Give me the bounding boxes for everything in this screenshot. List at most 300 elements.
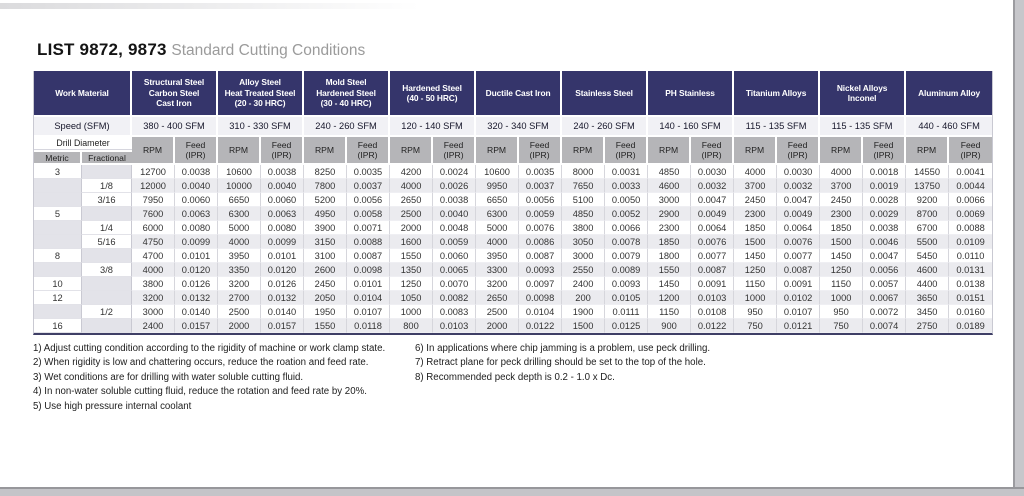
table-row (34, 165, 992, 179)
feed-cell: 0.0126 (261, 277, 304, 291)
rpm-cell: 3950 (218, 249, 261, 263)
feed-cell: 0.0031 (605, 165, 648, 179)
rpm-cell: 3200 (218, 277, 261, 291)
speed-cell: 140 - 160 SFM (648, 115, 734, 135)
speed-cell: 440 - 460 SFM (906, 115, 992, 135)
feed-cell: 0.0083 (433, 305, 476, 319)
feed-cell: 0.0125 (605, 319, 648, 333)
rpm-cell: 2750 (906, 319, 949, 333)
feed-cell: 0.0056 (863, 263, 906, 277)
fractional-cell: 1/2 (82, 305, 132, 319)
rpm-cell: 2000 (218, 319, 261, 333)
metric-cell: 3 (34, 165, 82, 179)
material-header: Titanium Alloys (734, 71, 820, 115)
rpm-cell: 10600 (218, 165, 261, 179)
feed-column-header: Feed (IPR) (863, 135, 906, 165)
feed-cell: 0.0064 (691, 221, 734, 235)
feed-cell: 0.0050 (605, 193, 648, 207)
material-header: Aluminum Alloy (906, 71, 992, 115)
footnote: 6) In applications where chip jamming is a problem, use peck drilling. (415, 343, 711, 354)
scan-artifact-top (0, 3, 420, 9)
rpm-cell: 2450 (304, 277, 347, 291)
work-material-header: Work Material (34, 71, 132, 115)
feed-cell: 0.0140 (261, 305, 304, 319)
feed-cell: 0.0040 (175, 179, 218, 193)
feed-cell: 0.0038 (261, 165, 304, 179)
feed-cell: 0.0065 (433, 263, 476, 277)
feed-cell: 0.0091 (691, 277, 734, 291)
rpm-cell: 8250 (304, 165, 347, 179)
metric-cell (34, 263, 82, 277)
rpm-cell: 1250 (820, 263, 863, 277)
feed-cell: 0.0074 (863, 319, 906, 333)
feed-cell: 0.0098 (519, 291, 562, 305)
rpm-cell: 3200 (476, 277, 519, 291)
rpm-cell: 200 (562, 291, 605, 305)
feed-cell: 0.0151 (949, 291, 992, 305)
rpm-cell: 3800 (562, 221, 605, 235)
feed-cell: 0.0066 (949, 193, 992, 207)
feed-cell: 0.0103 (433, 319, 476, 333)
feed-cell: 0.0189 (949, 319, 992, 333)
material-header: Stainless Steel (562, 71, 648, 115)
rpm-cell: 6650 (476, 193, 519, 207)
feed-cell: 0.0059 (519, 207, 562, 221)
feed-cell: 0.0121 (777, 319, 820, 333)
feed-cell: 0.0078 (605, 235, 648, 249)
rpm-cell: 1150 (820, 277, 863, 291)
feed-column-header: Feed (IPR) (605, 135, 648, 165)
table-row (34, 319, 992, 333)
feed-cell: 0.0024 (433, 165, 476, 179)
rpm-cell: 2900 (648, 207, 691, 221)
rpm-cell: 2500 (390, 207, 433, 221)
feed-cell: 0.0101 (175, 249, 218, 263)
rpm-cell: 5000 (476, 221, 519, 235)
rpm-cell: 4700 (132, 249, 175, 263)
footnotes-left-column (33, 342, 453, 414)
rpm-cell: 2500 (218, 305, 261, 319)
rpm-cell: 6300 (476, 207, 519, 221)
material-header: Hardened Steel (40 - 50 HRC) (390, 71, 476, 115)
speed-cell: 115 - 135 SFM (734, 115, 820, 135)
fractional-cell: 1/8 (82, 179, 132, 193)
rpm-cell: 4600 (648, 179, 691, 193)
speed-cell: 120 - 140 SFM (390, 115, 476, 135)
feed-column-header: Feed (IPR) (433, 135, 476, 165)
rpm-cell: 12000 (132, 179, 175, 193)
rpm-column-header: RPM (390, 135, 433, 165)
rpm-cell: 2450 (820, 193, 863, 207)
feed-cell: 0.0056 (519, 193, 562, 207)
feed-cell: 0.0037 (519, 179, 562, 193)
feed-cell: 0.0107 (347, 305, 390, 319)
table-row (34, 305, 992, 319)
feed-cell: 0.0028 (863, 193, 906, 207)
rpm-cell: 8700 (906, 207, 949, 221)
metric-cell: 12 (34, 291, 82, 305)
rpm-cell: 1900 (562, 305, 605, 319)
rpm-cell: 4400 (906, 277, 949, 291)
rpm-cell: 3200 (132, 291, 175, 305)
feed-cell: 0.0047 (863, 249, 906, 263)
page-title (37, 40, 365, 60)
footnotes-right-column (415, 342, 935, 385)
footnote: 1) Adjust cutting condition according to the rigidity of machine or work clamp state. (33, 343, 386, 354)
rpm-cell: 7950 (132, 193, 175, 207)
fractional-cell (82, 277, 132, 291)
material-header: Structural Steel Carbon Steel Cast Iron (132, 71, 218, 115)
feed-cell: 0.0157 (175, 319, 218, 333)
rpm-column-header: RPM (906, 135, 949, 165)
metric-cell (34, 305, 82, 319)
metric-cell: 5 (34, 207, 82, 221)
feed-cell: 0.0077 (777, 249, 820, 263)
rpm-cell: 1150 (648, 305, 691, 319)
feed-cell: 0.0069 (949, 207, 992, 221)
feed-cell: 0.0049 (777, 207, 820, 221)
feed-cell: 0.0093 (605, 277, 648, 291)
feed-cell: 0.0091 (777, 277, 820, 291)
feed-column-header: Feed (IPR) (347, 135, 390, 165)
feed-cell: 0.0070 (433, 277, 476, 291)
rpm-cell: 1000 (734, 291, 777, 305)
feed-cell: 0.0064 (777, 221, 820, 235)
feed-cell: 0.0029 (863, 207, 906, 221)
rpm-cell: 4000 (734, 165, 777, 179)
rpm-cell: 3000 (648, 193, 691, 207)
feed-cell: 0.0079 (605, 249, 648, 263)
rpm-cell: 1600 (390, 235, 433, 249)
feed-cell: 0.0046 (863, 235, 906, 249)
scan-frame-right (1013, 0, 1024, 496)
rpm-cell: 1500 (820, 235, 863, 249)
feed-cell: 0.0060 (175, 193, 218, 207)
feed-cell: 0.0047 (777, 193, 820, 207)
rpm-cell: 6700 (906, 221, 949, 235)
rpm-cell: 3300 (476, 263, 519, 277)
rpm-cell: 4950 (304, 207, 347, 221)
feed-cell: 0.0076 (519, 221, 562, 235)
table-row (34, 179, 992, 193)
feed-cell: 0.0026 (433, 179, 476, 193)
rpm-cell: 9200 (906, 193, 949, 207)
feed-cell: 0.0110 (949, 249, 992, 263)
rpm-cell: 1800 (648, 249, 691, 263)
speed-cell: 310 - 330 SFM (218, 115, 304, 135)
feed-cell: 0.0120 (261, 263, 304, 277)
feed-cell: 0.0063 (175, 207, 218, 221)
rpm-cell: 950 (820, 305, 863, 319)
feed-cell: 0.0071 (347, 221, 390, 235)
rpm-cell: 3950 (476, 249, 519, 263)
rpm-cell: 1450 (734, 249, 777, 263)
rpm-cell: 9950 (476, 179, 519, 193)
fractional-cell (82, 165, 132, 179)
feed-cell: 0.0122 (519, 319, 562, 333)
rpm-cell: 1200 (648, 291, 691, 305)
feed-cell: 0.0099 (175, 235, 218, 249)
rpm-cell: 1050 (390, 291, 433, 305)
speed-cell: 240 - 260 SFM (304, 115, 390, 135)
rpm-column-header: RPM (218, 135, 261, 165)
rpm-cell: 1550 (304, 319, 347, 333)
rpm-cell: 2500 (476, 305, 519, 319)
feed-cell: 0.0038 (433, 193, 476, 207)
material-header: Ductile Cast Iron (476, 71, 562, 115)
rpm-cell: 3650 (906, 291, 949, 305)
rpm-cell: 750 (734, 319, 777, 333)
feed-cell: 0.0102 (777, 291, 820, 305)
speed-cell: 240 - 260 SFM (562, 115, 648, 135)
rpm-cell: 6000 (132, 221, 175, 235)
speed-label: Speed (SFM) (34, 115, 132, 135)
feed-cell: 0.0044 (949, 179, 992, 193)
rpm-cell: 5000 (218, 221, 261, 235)
rpm-cell: 1850 (734, 221, 777, 235)
rpm-cell: 1500 (562, 319, 605, 333)
rpm-cell: 1000 (390, 305, 433, 319)
feed-cell: 0.0030 (777, 165, 820, 179)
rpm-column-header: RPM (562, 135, 605, 165)
feed-cell: 0.0131 (949, 263, 992, 277)
rpm-column-header: RPM (820, 135, 863, 165)
material-header: Alloy Steel Heat Treated Steel (20 - 30 HRC) (218, 71, 304, 115)
feed-cell: 0.0033 (605, 179, 648, 193)
fractional-cell: 5/16 (82, 235, 132, 249)
feed-cell: 0.0076 (691, 235, 734, 249)
footnote: 3) Wet conditions are for drilling with water soluble cutting fluid. (33, 371, 304, 383)
rpm-cell: 3000 (562, 249, 605, 263)
rpm-cell: 6300 (218, 207, 261, 221)
table-row (34, 291, 992, 305)
rpm-cell: 3450 (906, 305, 949, 319)
metric-cell: 16 (34, 319, 82, 333)
feed-cell: 0.0018 (863, 165, 906, 179)
feed-cell: 0.0101 (347, 277, 390, 291)
feed-cell: 0.0101 (261, 249, 304, 263)
rpm-cell: 2300 (734, 207, 777, 221)
rpm-cell: 1550 (390, 249, 433, 263)
rpm-column-header: RPM (648, 135, 691, 165)
scan-frame-bottom (0, 487, 1024, 496)
rpm-cell: 10000 (218, 179, 261, 193)
rpm-cell: 1850 (648, 235, 691, 249)
rpm-cell: 14550 (906, 165, 949, 179)
title-subtitle: Standard Cutting Conditions (171, 42, 366, 59)
rpm-cell: 4200 (390, 165, 433, 179)
fractional-cell (82, 291, 132, 305)
drill-diameter-row (34, 135, 992, 150)
metric-cell (34, 221, 82, 235)
rpm-cell: 3000 (132, 305, 175, 319)
feed-cell: 0.0066 (605, 221, 648, 235)
feed-cell: 0.0052 (605, 207, 648, 221)
rpm-cell: 8000 (562, 165, 605, 179)
table-row (34, 235, 992, 249)
feed-cell: 0.0103 (691, 291, 734, 305)
rpm-cell: 2000 (476, 319, 519, 333)
feed-cell: 0.0126 (175, 277, 218, 291)
rpm-cell: 1150 (734, 277, 777, 291)
rpm-column-header: RPM (132, 135, 175, 165)
rpm-cell: 3050 (562, 235, 605, 249)
feed-cell: 0.0098 (347, 263, 390, 277)
rpm-cell: 750 (820, 319, 863, 333)
table-row (34, 277, 992, 291)
rpm-cell: 2000 (390, 221, 433, 235)
rpm-cell: 4850 (648, 165, 691, 179)
rpm-cell: 3900 (304, 221, 347, 235)
feed-cell: 0.0048 (433, 221, 476, 235)
speed-cell: 115 - 135 SFM (820, 115, 906, 135)
feed-cell: 0.0157 (261, 319, 304, 333)
feed-cell: 0.0063 (261, 207, 304, 221)
rpm-cell: 12700 (132, 165, 175, 179)
rpm-cell: 2650 (476, 291, 519, 305)
rpm-cell: 4850 (562, 207, 605, 221)
footnote: 5) Use high pressure internal coolant (33, 400, 192, 412)
speed-row (34, 115, 992, 135)
rpm-cell: 3150 (304, 235, 347, 249)
feed-cell: 0.0049 (691, 207, 734, 221)
feed-cell: 0.0072 (863, 305, 906, 319)
fractional-cell (82, 249, 132, 263)
rpm-cell: 4000 (820, 165, 863, 179)
rpm-cell: 5500 (906, 235, 949, 249)
feed-cell: 0.0086 (519, 235, 562, 249)
rpm-cell: 2550 (562, 263, 605, 277)
feed-column-header: Feed (IPR) (175, 135, 218, 165)
footnote: 2) When rigidity is low and chattering occurs, reduce the roation and feed rate. (33, 357, 369, 369)
rpm-cell: 7650 (562, 179, 605, 193)
feed-cell: 0.0067 (863, 291, 906, 305)
feed-cell: 0.0040 (433, 207, 476, 221)
rpm-cell: 1250 (390, 277, 433, 291)
feed-cell: 0.0076 (777, 235, 820, 249)
feed-cell: 0.0032 (691, 179, 734, 193)
feed-cell: 0.0118 (347, 319, 390, 333)
rpm-cell: 2300 (648, 221, 691, 235)
rpm-cell: 7800 (304, 179, 347, 193)
rpm-column-header: RPM (734, 135, 777, 165)
material-header-row (34, 71, 992, 115)
fractional-cell (82, 207, 132, 221)
metric-cell (34, 179, 82, 193)
rpm-cell: 2400 (562, 277, 605, 291)
rpm-cell: 4000 (132, 263, 175, 277)
table-row (34, 207, 992, 221)
feed-cell: 0.0080 (261, 221, 304, 235)
feed-cell: 0.0077 (691, 249, 734, 263)
list-number: LIST 9872, 9873 (37, 40, 167, 59)
rpm-cell: 1250 (734, 263, 777, 277)
rpm-cell: 4600 (906, 263, 949, 277)
rpm-cell: 5450 (906, 249, 949, 263)
feed-cell: 0.0080 (175, 221, 218, 235)
feed-cell: 0.0120 (175, 263, 218, 277)
rpm-cell: 4000 (390, 179, 433, 193)
rpm-cell: 3700 (734, 179, 777, 193)
feed-cell: 0.0132 (175, 291, 218, 305)
table-row (34, 249, 992, 263)
rpm-cell: 5200 (304, 193, 347, 207)
feed-cell: 0.0032 (777, 179, 820, 193)
speed-cell: 380 - 400 SFM (132, 115, 218, 135)
rpm-cell: 900 (648, 319, 691, 333)
fractional-cell: 1/4 (82, 221, 132, 235)
rpm-cell: 1000 (820, 291, 863, 305)
rpm-cell: 2400 (132, 319, 175, 333)
table-row (34, 263, 992, 277)
feed-cell: 0.0160 (949, 305, 992, 319)
feed-column-header: Feed (IPR) (777, 135, 820, 165)
rpm-cell: 2050 (304, 291, 347, 305)
rpm-cell: 1450 (820, 249, 863, 263)
drill-diameter-label: Drill Diameter (34, 135, 132, 150)
feed-cell: 0.0041 (949, 165, 992, 179)
rpm-cell: 1950 (304, 305, 347, 319)
feed-cell: 0.0107 (777, 305, 820, 319)
feed-cell: 0.0140 (175, 305, 218, 319)
rpm-column-header: RPM (304, 135, 347, 165)
rpm-cell: 1450 (648, 277, 691, 291)
feed-cell: 0.0089 (605, 263, 648, 277)
rpm-cell: 6650 (218, 193, 261, 207)
rpm-cell: 2650 (390, 193, 433, 207)
metric-cell: 8 (34, 249, 82, 263)
cutting-conditions-table (34, 71, 992, 333)
rpm-cell: 2300 (820, 207, 863, 221)
feed-cell: 0.0087 (691, 263, 734, 277)
feed-cell: 0.0038 (863, 221, 906, 235)
rpm-cell: 800 (390, 319, 433, 333)
speed-cell: 320 - 340 SFM (476, 115, 562, 135)
rpm-cell: 10600 (476, 165, 519, 179)
feed-cell: 0.0093 (519, 263, 562, 277)
feed-cell: 0.0132 (261, 291, 304, 305)
rpm-cell: 2700 (218, 291, 261, 305)
feed-cell: 0.0138 (949, 277, 992, 291)
footnote: 8) Recommended peck depth is 0.2 - 1.0 x Dc. (415, 371, 615, 383)
feed-cell: 0.0059 (433, 235, 476, 249)
feed-cell: 0.0030 (691, 165, 734, 179)
feed-cell: 0.0035 (347, 165, 390, 179)
rpm-cell: 4750 (132, 235, 175, 249)
rpm-cell: 1350 (390, 263, 433, 277)
table-row (34, 193, 992, 207)
feed-cell: 0.0104 (519, 305, 562, 319)
feed-cell: 0.0056 (347, 193, 390, 207)
rpm-cell: 3350 (218, 263, 261, 277)
table-row (34, 221, 992, 235)
feed-cell: 0.0109 (949, 235, 992, 249)
cutting-conditions-table-container (33, 71, 993, 335)
feed-cell: 0.0087 (519, 249, 562, 263)
rpm-cell: 5100 (562, 193, 605, 207)
rpm-column-header: RPM (476, 135, 519, 165)
rpm-cell: 3800 (132, 277, 175, 291)
footnote: 7) Retract plane for peck drilling should be set to the top of the hole. (415, 357, 706, 369)
rpm-cell: 1850 (820, 221, 863, 235)
feed-cell: 0.0060 (261, 193, 304, 207)
feed-cell: 0.0082 (433, 291, 476, 305)
rpm-cell: 4000 (218, 235, 261, 249)
feed-cell: 0.0097 (519, 277, 562, 291)
rpm-cell: 1550 (648, 263, 691, 277)
rpm-cell: 1500 (734, 235, 777, 249)
rpm-cell: 950 (734, 305, 777, 319)
